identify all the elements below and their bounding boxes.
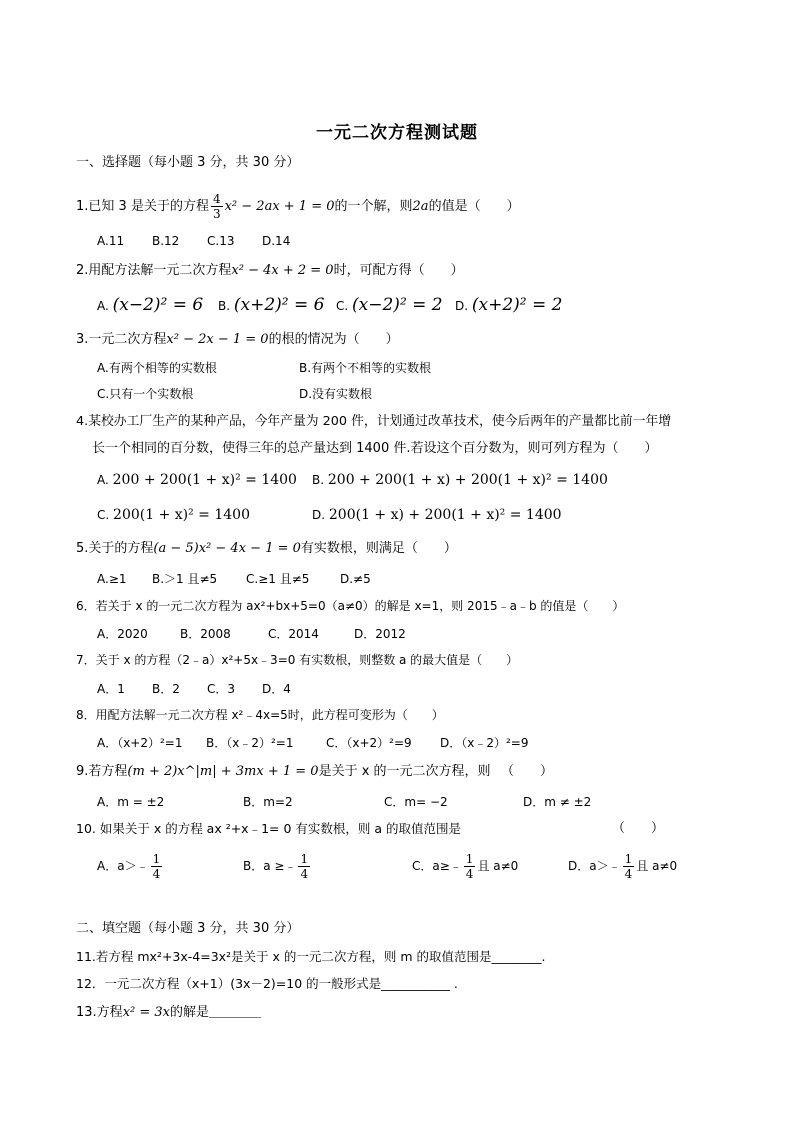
q4-option-b-label: B. [312, 473, 325, 487]
q2-prefix: 2.用配方法解一元二次方程 [76, 263, 232, 278]
q5-equation: (a − 5)x² − 4x − 1 = 0 [153, 541, 301, 556]
q2-option-c-expr: (x−2)² = 2 [352, 295, 443, 315]
q2-option-c [336, 296, 443, 315]
q8-option-c: C．（x+2）²=9 [326, 736, 412, 750]
q9-answer-parens: （ ） [501, 764, 554, 779]
q4-option-c [97, 506, 250, 524]
q10-option-b-den: 4 [300, 867, 309, 881]
q5-option-c: C.≥1 且≠5 [246, 572, 310, 586]
question-10: 10. 如果关于 x 的方程 ax ²+x﹣1= 0 有实数根，则 a 的取值范围是 [76, 821, 462, 836]
q8-option-d: D．（x﹣2）²=9 [440, 736, 529, 750]
question-12: 12．一元二次方程（x+1）(3x－2)=10 的一般形式是___________ . [76, 976, 458, 991]
question-2 [76, 262, 464, 280]
q10-option-c-fraction [464, 852, 476, 881]
q5-option-d: D.≠5 [340, 572, 371, 586]
q10-option-c-num: 1 [465, 852, 474, 866]
q10-option-d-fraction [623, 852, 635, 881]
q10-option-b-fraction [298, 852, 310, 881]
q5-prefix: 5.关于的方程 [76, 541, 154, 556]
question-7: 7．关于 x 的方程（2﹣a）x²+5x﹣3=0 有实数根，则整数 a 的最大值是（ ） [76, 653, 519, 667]
q10-option-a-den: 4 [152, 867, 161, 881]
section-1-heading: 一、选择题（每小题 3 分，共 30 分） [76, 155, 300, 170]
question-4-line-2: 长一个相同的百分数，使得三年的总产量达到 1400 件.若设这个百分数为，则可列方程为（ ） [92, 441, 658, 456]
q5-option-b: B.＞1 且≠5 [152, 572, 218, 586]
q13-equation: x² = 3x [122, 1005, 170, 1020]
q10-option-a [97, 852, 164, 881]
q8-option-a: A．（x+2）²=1 [97, 736, 183, 750]
q1-prefix: 1.已知 3 是关于的方程 [76, 199, 209, 214]
q3-option-d: D.没有实数根 [299, 387, 373, 401]
q3-equation: x² − 2x − 1 = 0 [166, 332, 269, 347]
q2-option-a [97, 296, 203, 315]
q10-option-d-den: 4 [624, 867, 633, 881]
q10-option-a-fraction [151, 852, 163, 881]
q10-option-c-pre: C．a≥﹣ [412, 859, 462, 873]
q9-suffix: 是关于 x 的一元二次方程，则 [318, 764, 491, 779]
q10-option-d-num: 1 [624, 852, 633, 866]
q4-option-c-expr: 200(1 + x)² = 1400 [113, 507, 250, 523]
q2-option-a-label: A. [97, 299, 109, 313]
q10-option-d-pre: D．a＞﹣ [568, 859, 621, 873]
q10-option-c [412, 852, 518, 881]
q2-option-d-expr: (x+2)² = 2 [471, 295, 563, 315]
q1-option-c: C.13 [207, 234, 235, 248]
q4-option-d-expr: 200(1 + x) + 200(1 + x)² = 1400 [328, 507, 562, 523]
q2-option-b [218, 296, 324, 315]
q1-option-b: B.12 [152, 234, 180, 248]
q1-suffix: 的值是（ ） [428, 199, 520, 214]
q4-option-d-label: D. [312, 508, 326, 522]
q1-expr: 2a [412, 199, 429, 214]
q3-option-c: C.只有一个实数根 [97, 387, 194, 401]
q3-option-b: B.有两个不相等的实数根 [299, 361, 432, 375]
q10-option-b-num: 1 [300, 852, 309, 866]
q10-option-d [568, 852, 677, 881]
q10-option-b-pre: B．a ≥﹣ [243, 859, 297, 873]
q4-option-b-expr: 200 + 200(1 + x) + 200(1 + x)² = 1400 [327, 472, 608, 488]
q6-option-c: C．2014 [268, 627, 319, 641]
q9-option-c: C．m= −2 [384, 795, 448, 809]
q9-option-d: D．m ≠ ±2 [523, 795, 592, 809]
q2-option-a-expr: (x−2)² = 6 [112, 295, 204, 315]
q1-frac-num: 4 [212, 192, 221, 206]
q9-option-a: A．m = ±2 [97, 795, 165, 809]
q10-option-c-den: 4 [465, 867, 474, 881]
q5-suffix: 有实数根，则满足（ ） [300, 541, 457, 556]
q1-fraction [211, 192, 223, 221]
q8-option-b: B．（x﹣2）²=1 [206, 736, 294, 750]
q2-suffix: 时，可配方得（ ） [333, 263, 464, 278]
q7-option-b: B．2 [152, 682, 180, 696]
q13-prefix: 13.方程 [76, 1005, 123, 1020]
q4-option-d [312, 506, 562, 524]
q7-option-d: D．4 [262, 682, 291, 696]
q1-option-a: A.11 [97, 234, 125, 248]
section-2-heading: 二、填空题（每小题 3 分，共 30 分） [76, 921, 300, 936]
q9-prefix: 9.若方程 [76, 764, 128, 779]
q3-suffix: 的根的情况为（ ） [268, 332, 399, 347]
q10-option-a-pre: A．a＞﹣ [97, 859, 149, 873]
question-3 [76, 331, 399, 349]
q6-option-a: A．2020 [97, 627, 148, 641]
q4-option-c-label: C. [97, 508, 110, 522]
q3-option-a: A.有两个相等的实数根 [97, 361, 217, 375]
q10-answer-parens: （ ） [612, 821, 665, 836]
q5-option-a: A.≥1 [97, 572, 127, 586]
q2-equation: x² − 4x + 2 = 0 [231, 263, 334, 278]
question-6: 6．若关于 x 的一元二次方程为 ax²+bx+5=0（a≠0）的解是 x=1，则 2015﹣a﹣b 的值是（ ） [76, 599, 625, 613]
page-title: 一元二次方程测试题 [316, 123, 478, 143]
question-13 [76, 1004, 261, 1022]
q4-option-b [312, 471, 608, 489]
q2-option-d [455, 296, 563, 315]
q2-option-b-expr: (x+2)² = 6 [233, 295, 325, 315]
q13-suffix: 的解是＿＿＿＿ [170, 1005, 262, 1020]
q7-option-c: C．3 [207, 682, 236, 696]
q2-option-b-label: B. [218, 299, 231, 313]
q2-option-c-label: C. [336, 299, 349, 313]
q10-option-c-post: 且 a≠0 [477, 859, 519, 873]
question-8: 8．用配方法解一元二次方程 x²﹣4x=5时，此方程可变形为（ ） [76, 708, 444, 722]
question-1 [76, 192, 520, 221]
q2-option-d-label: D. [455, 299, 469, 313]
q7-option-a: A．1 [97, 682, 125, 696]
question-4-line-1: 4.某校办工厂生产的某种产品，今年产量为 200 件，计划通过改革技术，使今后两年的产量都比前一年增 [76, 414, 672, 429]
q1-frac-den: 3 [212, 207, 221, 221]
q6-option-d: D．2012 [354, 627, 406, 641]
q10-option-b [243, 852, 312, 881]
q9-option-b: B．m=2 [243, 795, 293, 809]
q1-equation: x² − 2ax + 1 = 0 [224, 199, 335, 214]
question-5 [76, 540, 457, 558]
q10-option-d-post: 且 a≠0 [636, 859, 678, 873]
q1-mid: 的一个解，则 [334, 199, 413, 214]
q3-prefix: 3.一元二次方程 [76, 332, 167, 347]
q10-option-a-num: 1 [152, 852, 161, 866]
q4-option-a-expr: 200 + 200(1 + x)² = 1400 [112, 472, 297, 488]
q9-equation: (m + 2)x^|m| + 3mx + 1 = 0 [127, 764, 319, 779]
q4-option-a [97, 471, 297, 489]
q1-option-d: D.14 [262, 234, 291, 248]
q4-option-a-label: A. [97, 473, 109, 487]
q6-option-b: B．2008 [180, 627, 231, 641]
question-9 [76, 763, 491, 781]
question-11: 11.若方程 mx²+3x-4=3x²是关于 x 的一元二次方程，则 m 的取值范围是________. [76, 949, 546, 964]
